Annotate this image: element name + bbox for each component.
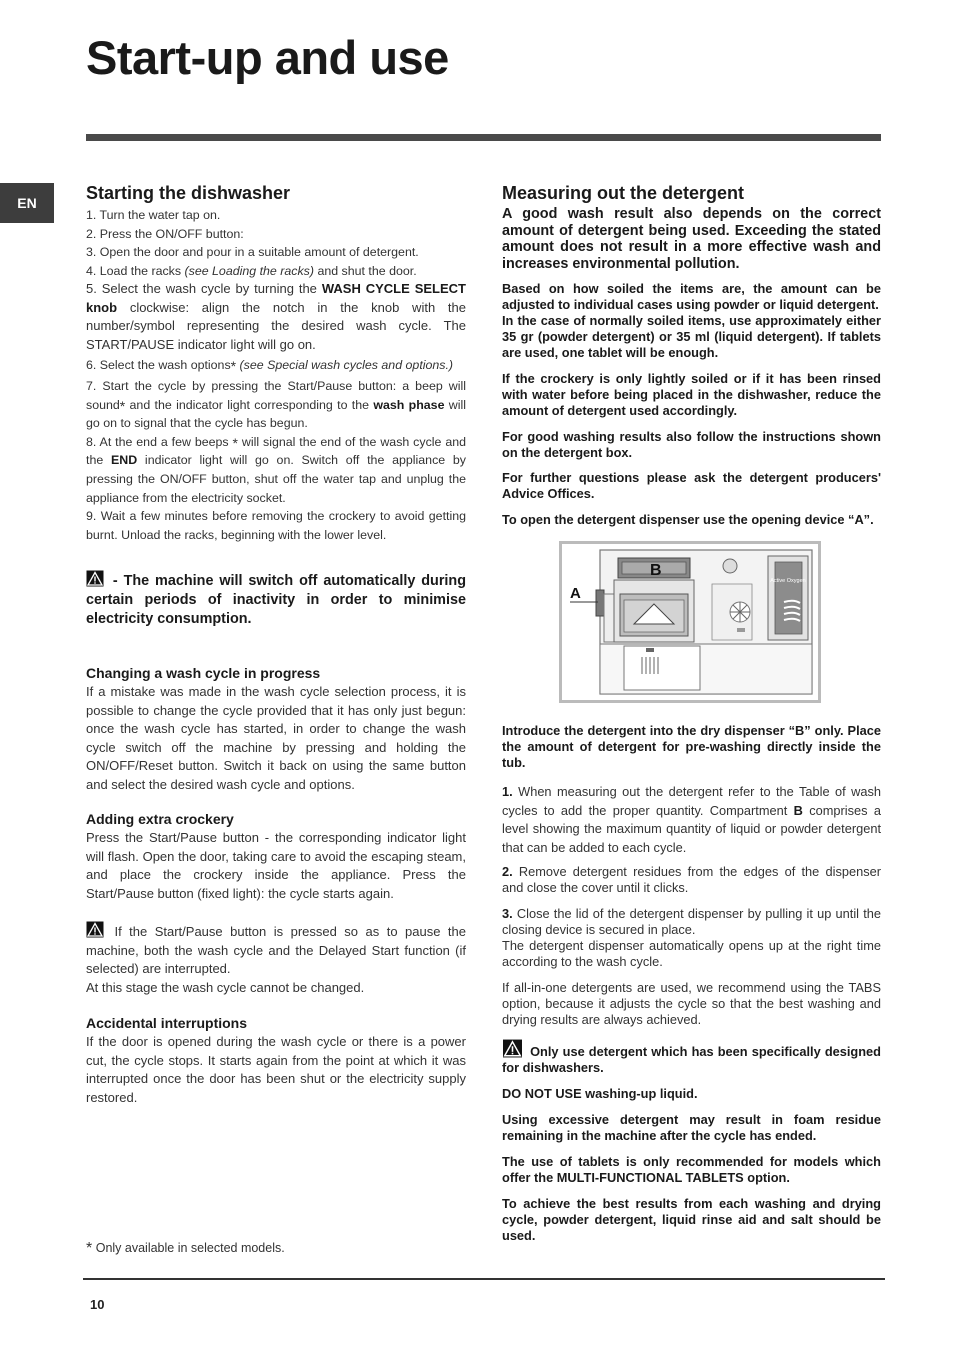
section-heading-detergent: Measuring out the detergent <box>502 183 745 203</box>
pause-note: At this stage the wash cycle cannot be changed. <box>86 979 365 995</box>
tabs-note: If all-in-one detergents are used, we recommend using the TABS option, because it adjusts the cycle so that the best washing and drying results are always achieved. <box>502 980 881 1027</box>
left-column <box>86 183 466 1107</box>
note-1 <box>502 783 881 857</box>
note-3-num: 3. <box>502 906 513 921</box>
warning-icon <box>502 1039 523 1058</box>
step-9: 9. Wait a few minutes before removing the crockery to avoid getting burnt. Unload the racks, beginning with the lower level. <box>86 509 466 542</box>
changing-text: If a mistake was made in the wash cycle selection process, it is possible to change the cycle provided that it has only just begun: once the wash cycle has started, in order to change the wash cycle switch off the machine by pressing and holding the ON/OFF/Reset button. Switch it back on using the same button and select the desired wash cycle and options. <box>86 684 466 792</box>
note-1-bold: B <box>793 802 803 818</box>
step-6-text: 6. Select the wash options <box>86 358 231 373</box>
detergent-intro: A good wash result also depends on the correct amount of detergent being used. Exceeding the stated amount does not result in a more effective wash and increases environmental pollution. <box>502 206 881 272</box>
detergent-p4: For good washing results also follow the instructions shown on the detergent box. <box>502 429 881 460</box>
note-3 <box>502 906 881 938</box>
step-4-end: and shut the door. <box>314 263 417 278</box>
active-oxygen-label: Active Oxygen <box>770 578 806 584</box>
step-4-text: 4. Load the racks <box>86 263 185 278</box>
dispenser-figure <box>559 541 821 703</box>
footnote-text: Only available in selected models. <box>95 1241 285 1255</box>
detergent-p1: Based on how soiled the items are, the amount can be adjusted to individual cases using powder or liquid detergent. <box>502 281 881 312</box>
pause-warning-text: If the Start/Pause button is pressed so as to pause the machine, both the wash cycle and the Delayed Start function (if selected) are interrupted. <box>86 924 466 977</box>
detergent-p9: DO NOT USE washing-up liquid. <box>502 1086 698 1101</box>
step-6-asterisk: * <box>230 358 237 375</box>
detergent-p3: If the crockery is only lightly soiled or if it has been rinsed with water before being placed in the dishwasher, reduce the amount of detergent used accordingly. <box>502 371 881 418</box>
pause-warning <box>86 921 466 979</box>
step-5-bold: WASH CYCLE SELECT knob <box>86 281 466 315</box>
step-8 <box>86 433 466 507</box>
note-2-num: 2. <box>502 864 513 879</box>
step-8-asterisk: * <box>232 434 238 451</box>
footnote <box>86 1240 285 1258</box>
adding-text: Press the Start/Pause button - the corresponding indicator light will flash. Open the door, taking care to avoid the escaping steam, and place the crockery inside the appliance. Press the Start/Pause button (fixed light): the cycle starts again. <box>86 830 466 901</box>
step-7 <box>86 377 466 433</box>
step-7-asterisk: * <box>119 397 126 414</box>
step-3: 3. Open the door and pour in a suitable amount of detergent. <box>86 245 419 260</box>
note-2-text: Remove detergent residues from the edges of the dispenser and close the cover until it clicks. <box>502 864 881 895</box>
section-heading-changing: Changing a wash cycle in progress <box>86 665 321 682</box>
page-number: 10 <box>90 1297 105 1312</box>
step-5-text: 5. Select the wash cycle by turning the <box>86 281 322 297</box>
note-3-detail: The detergent dispenser automatically opens up at the right time according to the wash cycle. <box>502 938 881 969</box>
step-2: 2. Press the ON/OFF button: <box>86 226 244 241</box>
header-divider <box>86 134 881 141</box>
auto-off-warning <box>86 570 466 629</box>
step-7-text: 7. Start the cycle by pressing the Start/Pause button: a beep will sound <box>86 378 466 412</box>
step-6 <box>86 356 466 375</box>
label-a: A <box>570 585 581 602</box>
detergent-p7: Introduce the detergent into the dry dispenser “B” only. Place the amount of detergent for pre-washing directly inside the tub. <box>502 723 881 770</box>
detergent-p12: To achieve the best results from each washing and drying cycle, powder detergent, liquid rinse aid and salt should be used. <box>502 1196 881 1243</box>
language-tab: EN <box>0 183 54 223</box>
step-7-bold: wash phase <box>373 397 445 412</box>
note-1-num: 1. <box>502 784 513 799</box>
step-1: 1. Turn the water tap on. <box>86 208 221 222</box>
dishwasher-detergent-warning-text: Only use detergent which has been specifically designed for dishwashers. <box>502 1044 881 1075</box>
step-7-end: will go on to signal that the cycle has begun. <box>86 397 466 431</box>
step-5-end: clockwise: align the notch in the knob with the number/symbol representing the desired wash cycle. The START/PAUSE indicator light will go on. <box>86 299 466 352</box>
label-b: B <box>650 562 662 579</box>
section-heading-accidental: Accidental interruptions <box>86 1015 248 1032</box>
step-8-bold: END <box>111 453 138 468</box>
step-6-ref: (see Special wash cycles and options.) <box>236 358 454 373</box>
detergent-p6: To open the detergent dispenser use the opening device “A”. <box>502 512 874 527</box>
page-title: Start-up and use <box>86 31 449 84</box>
dishwasher-detergent-warning <box>502 1039 881 1076</box>
accidental-text: If the door is opened during the wash cycle or there is a power cut, the cycle stops. It starts again from the point at which it was interrupted once the door has been shut or the electricity supply restored. <box>86 1034 466 1105</box>
step-5 <box>86 280 466 354</box>
footer-divider <box>83 1278 885 1280</box>
step-8-text: 8. At the end a few beeps <box>86 434 233 449</box>
step-8-mid: will signal the end of the wash cycle and the <box>86 434 466 468</box>
detergent-p10: Using excessive detergent may result in foam residue remaining in the machine after the cycle has ended. <box>502 1112 881 1143</box>
section-heading-adding: Adding extra crockery <box>86 811 234 828</box>
step-4 <box>86 262 466 281</box>
warning-icon <box>86 570 104 587</box>
auto-off-warning-text: - The machine will switch off automatically during certain periods of inactivity in order to minimise electricity consumption. <box>86 573 466 628</box>
detergent-dispenser-illustration <box>562 544 818 700</box>
right-column <box>502 183 881 1244</box>
note-1-text: When measuring out the detergent refer to the Table of wash cycles to add the proper quantity. Compartment <box>502 784 881 818</box>
step-4-ref: (see Loading the racks) <box>184 263 314 278</box>
section-heading-starting: Starting the dishwasher <box>86 183 291 203</box>
step-8-end: indicator light will go on. Switch off the appliance by pressing the ON/OFF button, shut off the water tap and unplug the appliance from the electricity socket. <box>86 453 467 505</box>
detergent-p2: In the case of normally soiled items, use approximately either 35 gr (powder detergent) or 35 ml (liquid detergent). If tablets are used, one tablet will be enough. <box>502 313 881 360</box>
note-2 <box>502 864 881 896</box>
note-1-end: comprises a level showing the maximum quantity of liquid or powder detergent that can be added to each cycle. <box>502 802 881 855</box>
step-7-mid: and the indicator light corresponding to the <box>125 397 374 412</box>
detergent-p11: The use of tablets is only recommended for models which offer the MULTI-FUNCTIONAL TABLETS option. <box>502 1154 881 1185</box>
detergent-p5: For further questions please ask the detergent producers' Advice Offices. <box>502 470 881 501</box>
footnote-asterisk: * <box>86 1240 93 1257</box>
warning-icon <box>86 921 104 938</box>
note-3-text: Close the lid of the detergent dispenser by pulling it up until the closing device is secured in place. <box>502 906 881 937</box>
